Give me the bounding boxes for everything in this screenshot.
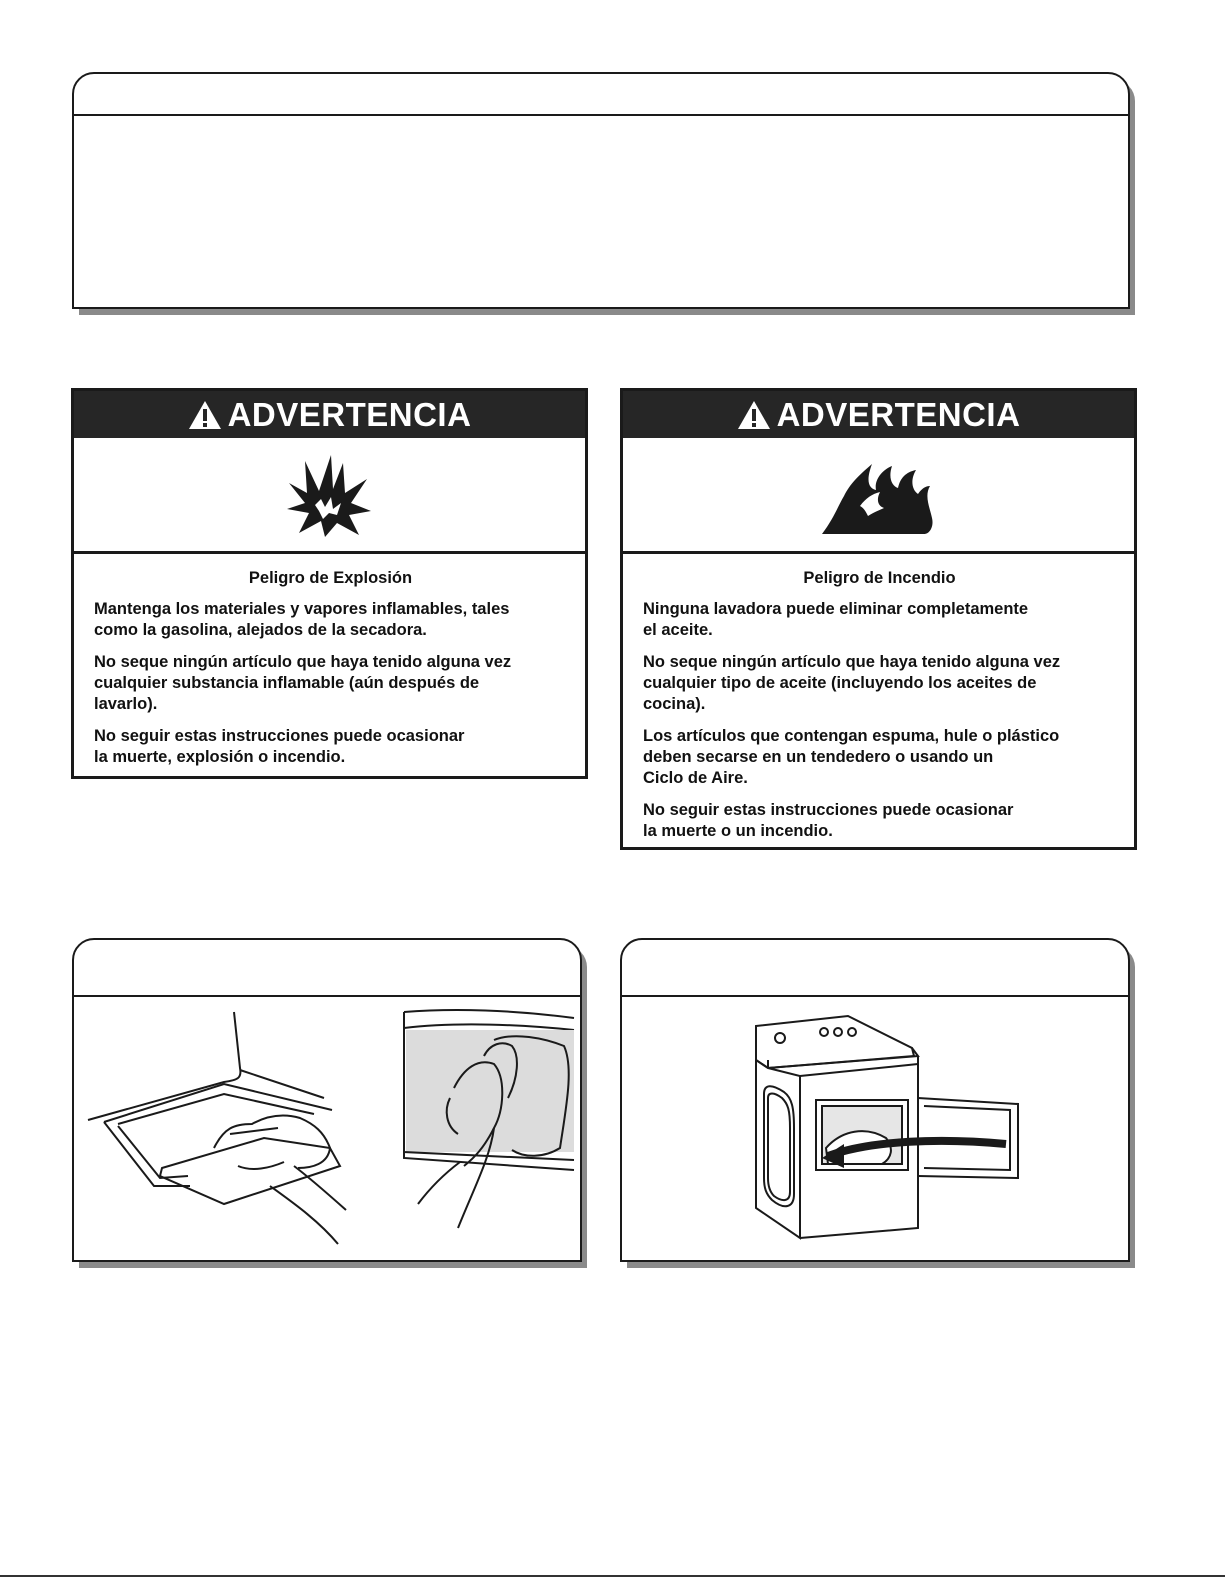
lint-screen-section-box bbox=[72, 938, 582, 1262]
dryer-loading-illustration bbox=[622, 998, 1128, 1260]
warning-paragraph: No seguir estas instrucciones puede ocasionar la muerte o un incendio. bbox=[643, 801, 1014, 840]
warning-paragraph: Los artículos que contengan espuma, hule o plástico deben secarse en un tendedero o usando un Ciclo de Aire. bbox=[643, 727, 1060, 787]
explosion-icon bbox=[285, 453, 375, 539]
warning-title: Peligro de Explosión bbox=[248, 569, 413, 587]
warning-fire-box bbox=[620, 388, 1137, 850]
warning-explosion-box bbox=[71, 388, 588, 779]
hazard-icon-row bbox=[74, 440, 585, 554]
warning-header bbox=[623, 391, 1134, 438]
tab-divider bbox=[74, 114, 1128, 116]
dryer-loading-section-box bbox=[620, 938, 1130, 1262]
hazard-icon-row bbox=[623, 440, 1134, 554]
warning-header bbox=[74, 391, 585, 438]
warning-header-label: ADVERTENCIA bbox=[227, 395, 472, 433]
tab-divider bbox=[622, 995, 1128, 997]
warning-triangle-icon bbox=[188, 400, 222, 430]
page-bottom-rule bbox=[0, 1575, 1225, 1577]
warning-paragraph: No seguir estas instrucciones puede ocasionar la muerte, explosión o incendio. bbox=[94, 727, 465, 766]
warning-paragraph: No seque ningún artículo que haya tenido alguna vez cualquier substancia inflamable (aún después de lavarlo). bbox=[94, 653, 512, 713]
fire-icon bbox=[820, 456, 938, 536]
warning-body bbox=[74, 554, 585, 785]
warning-body bbox=[623, 554, 1134, 859]
warning-title: Peligro de Incendio bbox=[803, 569, 956, 587]
top-section-box bbox=[72, 72, 1130, 309]
warning-triangle-icon bbox=[737, 400, 771, 430]
lint-screen-cleaning-illustration bbox=[74, 998, 580, 1260]
warning-paragraph: No seque ningún artículo que haya tenido alguna vez cualquier tipo de aceite (incluyendo los aceites de cocina). bbox=[643, 653, 1061, 713]
tab-divider bbox=[74, 995, 580, 997]
warning-paragraph: Mantenga los materiales y vapores inflamables, tales como la gasolina, alejados de la secadora. bbox=[94, 600, 510, 639]
warning-paragraph: Ninguna lavadora puede eliminar completamente el aceite. bbox=[643, 600, 1029, 639]
warning-header-label: ADVERTENCIA bbox=[776, 395, 1021, 433]
